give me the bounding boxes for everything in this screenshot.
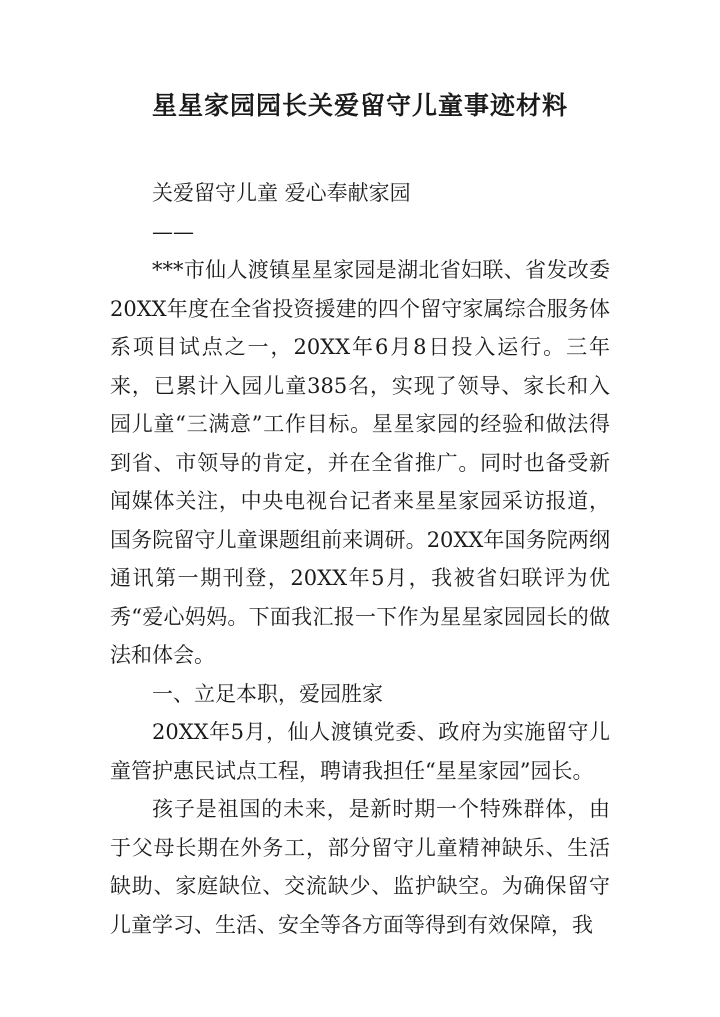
dash-line: ——: [152, 219, 194, 244]
body-paragraph: 孩子是祖国的未来，是新时期一个特殊群体，由于父母长期在外务工，部分留守儿童精神缺乐、生活缺助、家庭缺位、交流缺少、监护缺空。为确保留守儿童学习、生活、安全等各方面等得到有效保障，我: [110, 797, 610, 937]
body-paragraph: 20XX年5月，仙人渡镇党委、政府为实施留守儿童管护惠民试点工程，聘请我担任“星星家园”园长。: [110, 720, 610, 783]
document-title: 星星家园园长关爱留守儿童事迹材料: [151, 91, 568, 120]
subtitle-paragraph: 关爱留守儿童 爱心奉献家园: [152, 181, 411, 205]
document-body: [110, 174, 610, 944]
body-paragraph: ***市仙人渡镇星星家园是湖北省妇联、省发改委20XX年度在全省投资援建的四个留守家属综合服务体系项目试点之一，20XX年6月8日投入运行。三年来，已累计入园儿童385名，实现了领导、家长和入园儿童“三满意”工作目标。星星家园的经验和做法得到省、市领导的肯定，并在全省推广。同时也备受新闻媒体关注，中央电视台记者来星星家园采访报道，国务院留守儿童课题组前来调研。20XX年国务院两纲通讯第一期刊登，20XX年5月，我被省妇联评为优秀“爱心妈妈。下面我汇报一下作为星星家园园长的做法和体会。: [110, 258, 610, 667]
section-heading: 一、立足本职，爱园胜家: [152, 681, 383, 706]
